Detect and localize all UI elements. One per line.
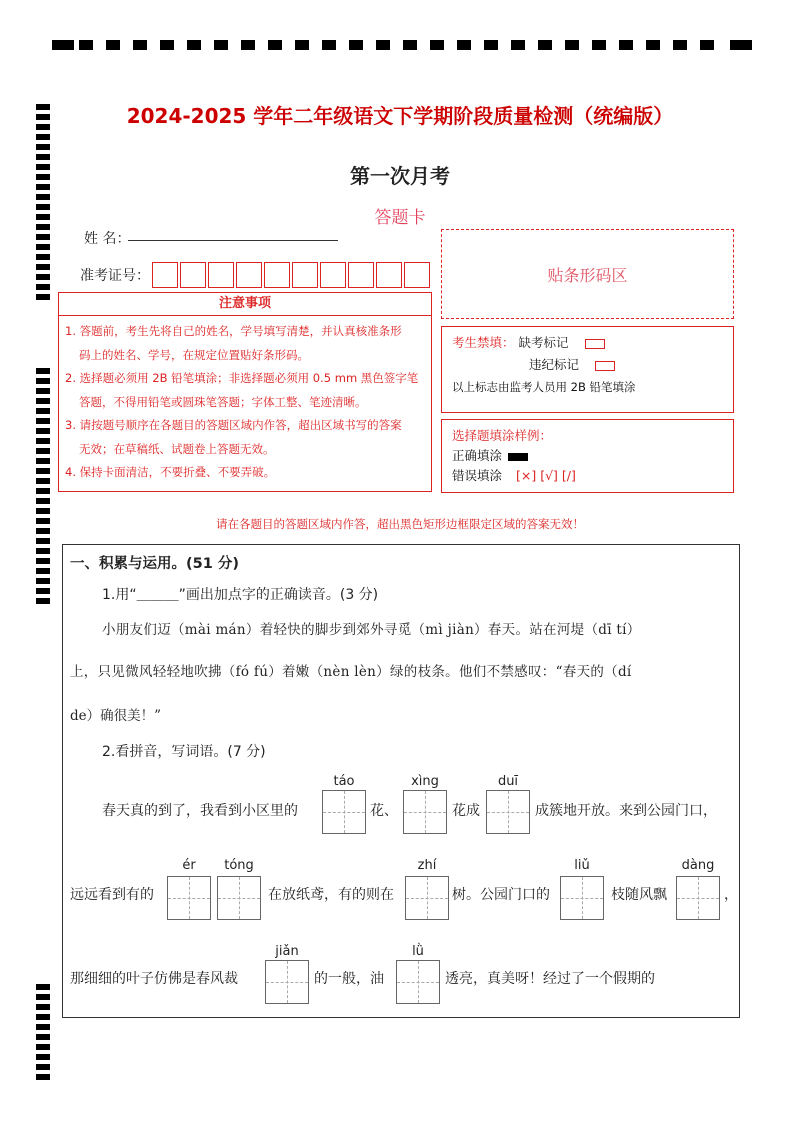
- notice-heading: 注意事项: [59, 293, 431, 316]
- timing-mark: [36, 598, 50, 604]
- timing-mark: [349, 40, 363, 50]
- notice-line: 答题，不得用铅笔或圆珠笔答题；字体工整、笔迹清晰。: [79, 394, 367, 409]
- pinyin-label: jiǎn: [275, 944, 299, 959]
- timing-mark: [565, 40, 579, 50]
- exam-title: 2024-2025 学年二年级语文下学期阶段质量检测（统编版）: [126, 104, 674, 128]
- timing-mark: [36, 388, 50, 394]
- notice-line: 4. 保持卡面清洁，不要折叠、不要弄破。: [65, 465, 276, 479]
- timing-mark: [79, 40, 93, 50]
- question-2-text: 树。公园门口的: [452, 887, 550, 903]
- timing-mark: [36, 294, 50, 300]
- character-box[interactable]: [403, 790, 447, 834]
- id-label: 准考证号：: [80, 268, 150, 284]
- timing-mark: [36, 498, 50, 504]
- forbidden-note: 以上标志由监考人员用 2B 铅笔填涂: [452, 380, 636, 394]
- timing-mark: [403, 40, 417, 50]
- timing-mark: [36, 274, 50, 280]
- timing-mark: [295, 40, 309, 50]
- barcode-label: 贴条形码区: [547, 265, 628, 285]
- timing-mark: [36, 1054, 50, 1060]
- notice-body: [59, 316, 431, 485]
- timing-mark: [36, 194, 50, 200]
- character-box[interactable]: [265, 960, 309, 1004]
- id-digit-box[interactable]: [208, 262, 234, 288]
- timing-mark: [36, 418, 50, 424]
- timing-mark: [36, 558, 50, 564]
- question-2-text: 在放纸鸢，有的则在: [268, 887, 394, 903]
- character-box[interactable]: [486, 790, 530, 834]
- timing-mark: [457, 40, 471, 50]
- timing-mark: [538, 40, 552, 50]
- character-box[interactable]: [560, 876, 604, 920]
- id-digit-box[interactable]: [152, 262, 178, 288]
- timing-mark: [36, 1044, 50, 1050]
- question-2-text: 远远看到有的: [70, 887, 154, 903]
- pinyin-label: dàng: [681, 858, 715, 873]
- question-1-line: de）确很美！”: [70, 708, 162, 724]
- notice-line: 无效；在草稿纸、试题卷上答题无效。: [79, 441, 275, 456]
- character-box[interactable]: [676, 876, 720, 920]
- notice-line: 3. 请按题号顺序在各题目的答题区域内作答，超出区域书写的答案: [65, 418, 402, 432]
- character-box[interactable]: [217, 876, 261, 920]
- violation-label: 违纪标记: [529, 357, 580, 372]
- notice-line: 1. 答题前，考生先将自己的姓名，学号填写清楚，并认真核准条形: [65, 324, 402, 338]
- timing-mark: [36, 234, 50, 240]
- answer-area-warning: 请在各题目的答题区域内作答，超出黑色矩形边框限定区域的答案无效！: [216, 517, 584, 531]
- timing-mark: [36, 984, 50, 990]
- question-1-line: 上，只见微风轻轻地吹拂（fó fú）着嫩（nèn lèn）绿的枝条。他们不禁感叹：“春天的（dí: [70, 664, 632, 680]
- timing-mark: [214, 40, 228, 50]
- id-number-boxes[interactable]: [152, 262, 432, 288]
- timing-mark: [36, 284, 50, 290]
- timing-mark: [36, 378, 50, 384]
- pinyin-label: táo: [333, 774, 355, 789]
- timing-mark: [36, 548, 50, 554]
- timing-mark: [700, 40, 714, 50]
- id-digit-box[interactable]: [348, 262, 374, 288]
- character-box[interactable]: [322, 790, 366, 834]
- question-2-text: 成簇地开放。来到公园门口，: [535, 803, 717, 819]
- timing-mark: [36, 264, 50, 270]
- timing-mark: [36, 1074, 50, 1080]
- timing-mark: [187, 40, 201, 50]
- pinyin-label: xìng: [411, 774, 439, 789]
- timing-mark: [36, 398, 50, 404]
- timing-mark: [592, 40, 606, 50]
- question-2-text: 春天真的到了，我看到小区里的: [102, 803, 298, 819]
- question-1-line: 小朋友们迈（mài mán）着轻快的脚步到郊外寻觅（mì jiàn）春天。站在河堤（dī tí）: [102, 622, 641, 638]
- name-label: 姓 名：: [84, 231, 131, 247]
- timing-mark: [36, 428, 50, 434]
- timing-mark: [36, 578, 50, 584]
- answer-card-title: 答题卡: [374, 208, 426, 228]
- question-2-text: 透亮，真美呀！经过了一个假期的: [445, 971, 655, 987]
- timing-mark: [36, 438, 50, 444]
- timing-mark: [36, 478, 50, 484]
- question-2-title: 2.看拼音，写词语。(7 分): [102, 744, 266, 760]
- timing-mark: [511, 40, 525, 50]
- id-digit-box[interactable]: [320, 262, 346, 288]
- timing-mark: [36, 368, 50, 374]
- notice-line: 2. 选择题必须用 2B 铅笔填涂；非选择题必须用 0.5 mm 黑色签字笔: [65, 371, 419, 385]
- character-box[interactable]: [405, 876, 449, 920]
- character-box[interactable]: [396, 960, 440, 1004]
- pinyin-label: duī: [497, 774, 519, 789]
- timing-mark: [322, 40, 336, 50]
- timing-mark: [619, 40, 633, 50]
- exam-subtitle: 第一次月考: [350, 164, 450, 188]
- question-1-title: 1.用“＿＿＿”画出加点字的正确读音。(3 分): [102, 587, 379, 603]
- pinyin-label: liǔ: [574, 858, 590, 873]
- section-heading: 一、积累与运用。(51 分): [70, 556, 239, 572]
- timing-mark: [133, 40, 147, 50]
- side-timing-marks-lower: [36, 984, 50, 1080]
- fill-example-box: [441, 419, 734, 493]
- question-2-text: ，: [724, 887, 738, 903]
- id-digit-box[interactable]: [236, 262, 262, 288]
- timing-mark: [36, 408, 50, 414]
- question-2-text: 花成: [452, 803, 480, 819]
- wrong-fill-label: 错误填涂: [452, 468, 503, 483]
- timing-mark: [36, 994, 50, 1000]
- timing-mark: [36, 134, 50, 140]
- timing-mark: [673, 40, 687, 50]
- forbidden-box: [441, 326, 734, 413]
- timing-mark: [730, 40, 752, 50]
- timing-mark: [484, 40, 498, 50]
- barcode-area: [441, 229, 734, 319]
- timing-mark: [36, 1024, 50, 1030]
- top-timing-marks: [52, 40, 752, 52]
- timing-mark: [36, 1064, 50, 1070]
- timing-mark: [52, 40, 74, 50]
- timing-mark: [36, 588, 50, 594]
- timing-mark: [36, 1014, 50, 1020]
- timing-mark: [36, 468, 50, 474]
- pinyin-label: lǜ: [412, 944, 424, 959]
- timing-mark: [36, 244, 50, 250]
- timing-mark: [36, 508, 50, 514]
- pinyin-label: zhí: [417, 858, 437, 873]
- timing-mark: [160, 40, 174, 50]
- timing-mark: [36, 1004, 50, 1010]
- question-2-text: 那细细的叶子仿佛是春风裁: [70, 971, 238, 987]
- violation-mark-box[interactable]: [595, 361, 615, 371]
- question-2-text: 的一般，油: [314, 971, 384, 987]
- timing-mark: [36, 538, 50, 544]
- timing-mark: [376, 40, 390, 50]
- pinyin-label: tóng: [224, 858, 254, 873]
- absent-mark-box[interactable]: [585, 339, 605, 349]
- forbidden-label: 考生禁填：: [452, 335, 515, 350]
- timing-mark: [36, 458, 50, 464]
- timing-mark: [646, 40, 660, 50]
- notice-box: [58, 292, 432, 492]
- character-box[interactable]: [167, 876, 211, 920]
- timing-mark: [430, 40, 444, 50]
- name-field[interactable]: [128, 240, 338, 241]
- id-digit-box[interactable]: [292, 262, 318, 288]
- id-digit-box[interactable]: [180, 262, 206, 288]
- timing-mark: [36, 568, 50, 574]
- correct-fill-sample: [508, 453, 528, 461]
- notice-line: 码上的姓名、学号，在规定位置贴好条形码。: [79, 347, 309, 362]
- correct-fill-label: 正确填涂: [452, 448, 503, 463]
- id-digit-box[interactable]: [376, 262, 402, 288]
- wrong-fill-samples: [×] [√] [/]: [516, 468, 576, 483]
- timing-mark: [241, 40, 255, 50]
- timing-mark: [106, 40, 120, 50]
- absent-label: 缺考标记: [518, 335, 569, 350]
- timing-mark: [268, 40, 282, 50]
- timing-mark: [36, 1034, 50, 1040]
- id-digit-box[interactable]: [404, 262, 430, 288]
- side-timing-marks-middle: [36, 368, 50, 608]
- pinyin-label: ér: [182, 858, 196, 873]
- timing-mark: [36, 254, 50, 260]
- question-2-text: 枝随风飘: [611, 887, 667, 903]
- id-digit-box[interactable]: [264, 262, 290, 288]
- question-2-text: 花、: [370, 803, 398, 819]
- timing-mark: [36, 448, 50, 454]
- timing-mark: [36, 488, 50, 494]
- example-title: 选择题填涂样例：: [452, 428, 553, 443]
- timing-mark: [36, 144, 50, 150]
